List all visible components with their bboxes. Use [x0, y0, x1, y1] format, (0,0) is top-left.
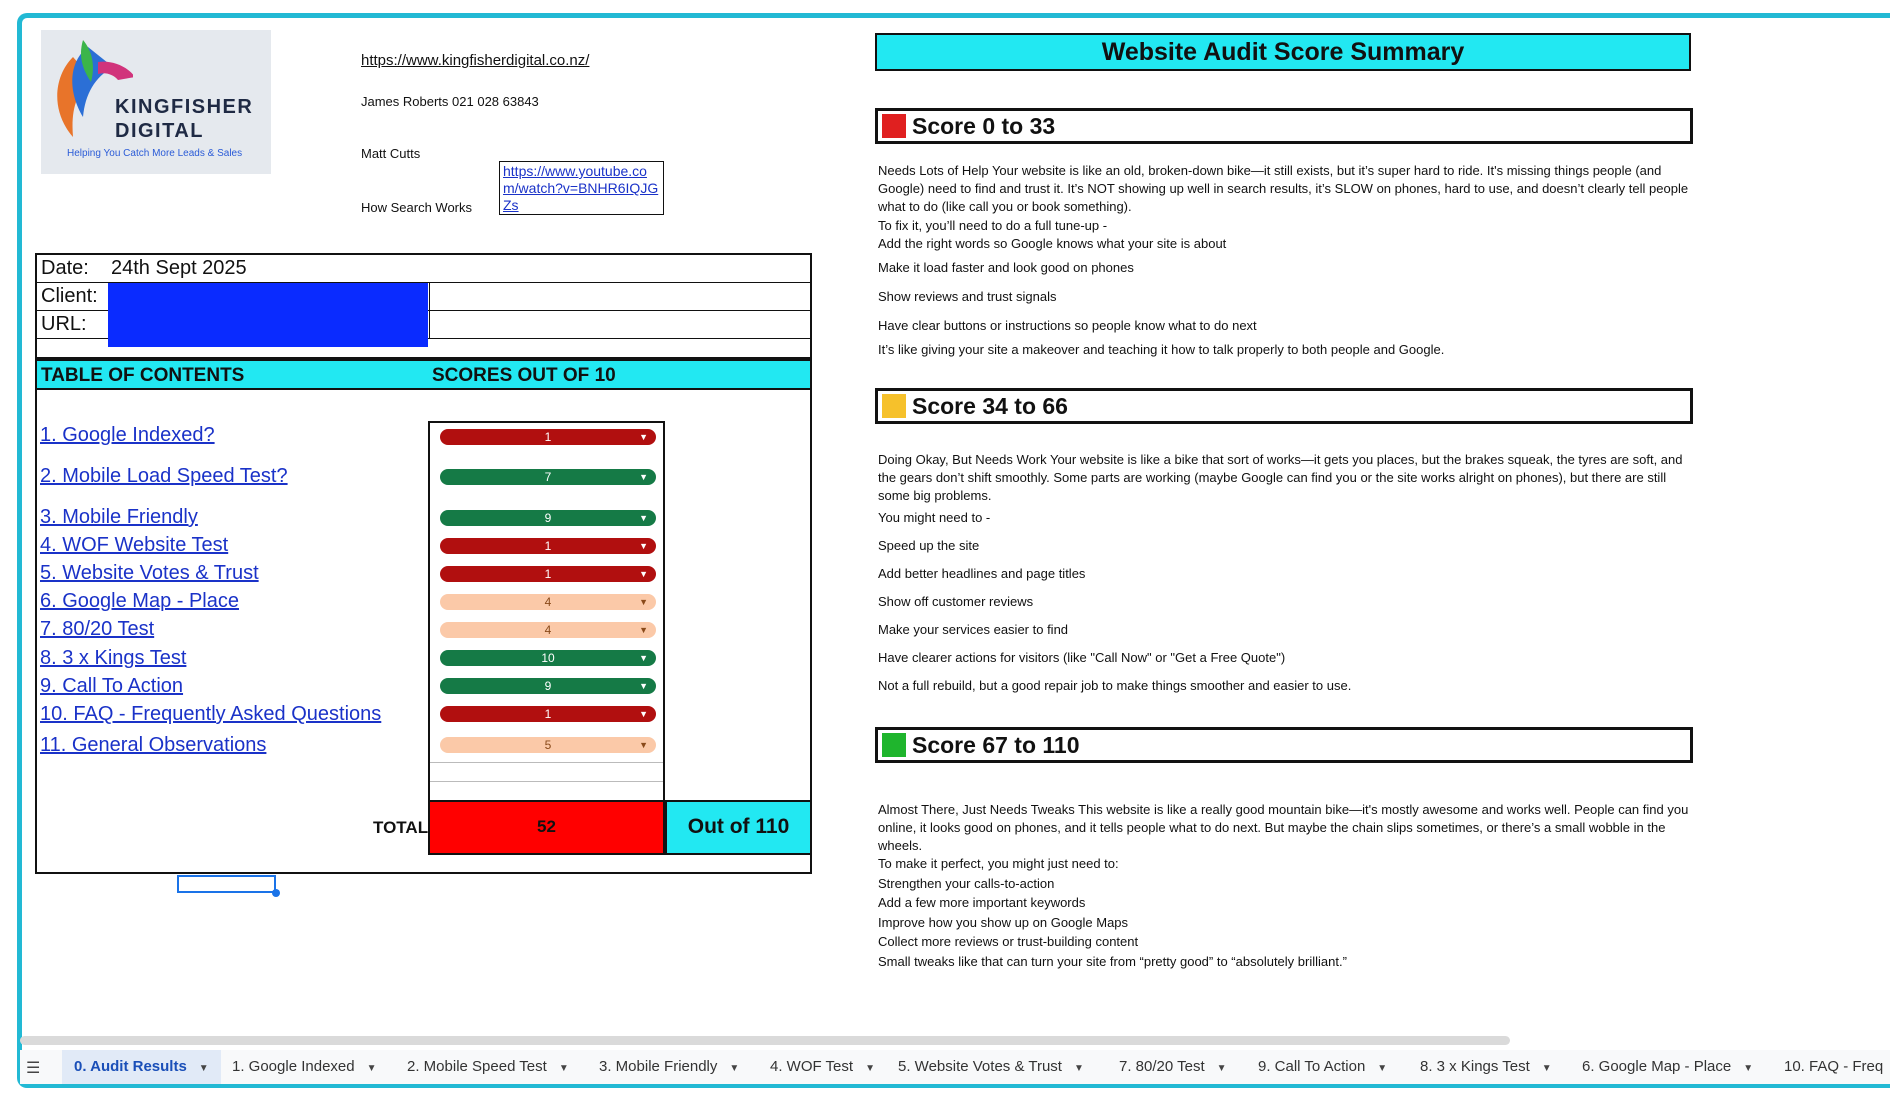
selected-cell[interactable] [177, 875, 276, 893]
chevron-down-icon: ▼ [865, 1063, 875, 1074]
score-dropdown-10[interactable] [440, 706, 656, 722]
band2-item: Make your services easier to find [878, 622, 1069, 637]
toc-link-11[interactable]: 11. General Observations [40, 734, 267, 756]
youtube-link[interactable]: https://www.youtube.com/watch?v=BNHR6IQJGZs [499, 161, 664, 215]
score-value: 4 [544, 595, 552, 609]
chevron-down-icon: ▼ [639, 625, 648, 635]
band2-item: Show off customer reviews [878, 594, 1034, 609]
tab-audit-results[interactable] [62, 1050, 221, 1084]
out-of-label: Out of 110 [665, 800, 812, 855]
tab-wof-test[interactable] [770, 1050, 875, 1084]
score-dropdown-2[interactable] [440, 469, 656, 485]
tab-mobile-speed[interactable] [407, 1050, 569, 1084]
chevron-down-icon: ▼ [198, 1063, 209, 1074]
band1-item: Add the right words so Google knows what your site is about [878, 236, 1227, 251]
tab-80-20-test[interactable] [1119, 1050, 1227, 1084]
toc-link-7[interactable]: 7. 80/20 Test [40, 618, 155, 640]
chevron-down-icon: ▼ [729, 1063, 740, 1074]
chevron-down-icon: ▼ [366, 1063, 377, 1074]
toc-link-2[interactable]: 2. Mobile Load Speed Test? [40, 465, 288, 487]
summary-title: Website Audit Score Summary [875, 33, 1691, 71]
yellow-square-icon [882, 394, 906, 418]
band3-intro: Almost There, Just Needs Tweaks This website is like a really good mountain bike—it's mostly awesome and works well. People can find you online, it looks good on phones, and it tells people what to do next. But maybe the chain slips sometimes, or there’s a small wobble in the wheels. [878, 802, 1689, 853]
band1-intro: Needs Lots of Help Your website is like an old, broken-down bike—it still exists, but it’s super hard to ride. It's missing things people (and Google) need to find and trust it. It’s NOT showing up well in search results, it’s SLOW on phones, hard to use, and doesn’t clearly tell people what to do (like call you or book something). [878, 163, 1689, 214]
logo-tagline: Helping You Catch More Leads & Sales [67, 148, 243, 159]
matt-cutts-label: Matt Cutts [361, 146, 421, 161]
chevron-down-icon: ▼ [639, 472, 648, 482]
toc-link-6[interactable]: 6. Google Map - Place [40, 590, 239, 612]
score-dropdown-5[interactable] [440, 566, 656, 582]
date-value: 24th Sept 2025 [111, 257, 247, 279]
band-title: Score 0 to 33 [912, 113, 1056, 139]
how-search-works-label: How Search Works [361, 200, 473, 215]
band1-item: Show reviews and trust signals [878, 289, 1057, 304]
toc-link-3[interactable]: 3. Mobile Friendly [40, 506, 198, 528]
band-score-67-110 [875, 727, 1693, 763]
row-divider [430, 781, 663, 782]
tab-label: 1. Google Indexed [232, 1058, 355, 1075]
band1-item: Make it load faster and look good on phones [878, 260, 1134, 275]
tab-label: 4. WOF Test [770, 1058, 854, 1075]
band3-item: Small tweaks like that can turn your site from “pretty good” to “absolutely brilliant.” [878, 954, 1347, 969]
green-square-icon [882, 733, 906, 757]
toc-header [35, 359, 812, 390]
redacted-block [108, 283, 428, 347]
band2-intro: Doing Okay, But Needs Work Your website is like a bike that sort of works—it gets you places, but the brakes squeak, the tyres are soft, and the gears don’t shift smoothly. Some parts are working (maybe Google can find you or the site works alright on phones), but there are still some big problems. [878, 452, 1683, 503]
band3-item: To make it perfect, you might just need to: [878, 856, 1119, 871]
tab-google-map[interactable] [1582, 1050, 1753, 1084]
score-dropdown-4[interactable] [440, 538, 656, 554]
chevron-down-icon: ▼ [639, 653, 648, 663]
band3-item: Collect more reviews or trust-building content [878, 934, 1139, 949]
tab-label: 2. Mobile Speed Test [407, 1058, 547, 1075]
score-dropdown-11[interactable] [440, 737, 656, 753]
all-sheets-menu-icon[interactable]: ☰ [26, 1060, 41, 1077]
red-square-icon [882, 114, 906, 138]
score-value: 9 [544, 679, 552, 693]
chevron-down-icon: ▼ [1743, 1063, 1754, 1074]
score-value: 1 [544, 539, 552, 553]
tab-label: 10. FAQ - Freq [1784, 1058, 1884, 1075]
chevron-down-icon: ▼ [639, 681, 648, 691]
score-value: 1 [544, 430, 552, 444]
score-value: 7 [544, 470, 552, 484]
band2-item: You might need to - [878, 510, 991, 525]
kingfisher-logo [41, 30, 271, 174]
band2-item: Not a full rebuild, but a good repair job to make things smoother and easier to use. [878, 678, 1352, 693]
score-value: 1 [544, 567, 552, 581]
tab-call-to-action[interactable] [1258, 1050, 1387, 1084]
band-score-34-66 [875, 388, 1693, 424]
total-value: 52 [428, 800, 665, 855]
toc-link-8[interactable]: 8. 3 x Kings Test [40, 647, 187, 669]
divider [429, 283, 430, 339]
band-title: Score 34 to 66 [912, 393, 1068, 419]
tab-label: 7. 80/20 Test [1119, 1058, 1205, 1075]
band3-item: Add a few more important keywords [878, 895, 1086, 910]
tab-label: 6. Google Map - Place [1582, 1058, 1732, 1075]
logo-word-kingfisher: KINGFISHER [115, 96, 254, 118]
toc-link-1[interactable]: 1. Google Indexed? [40, 424, 215, 446]
tab-faq[interactable] [1784, 1050, 1883, 1084]
band-title: Score 67 to 110 [912, 732, 1080, 758]
tab-website-votes[interactable] [898, 1050, 1084, 1084]
band-score-0-33 [875, 108, 1693, 144]
tab-label: 8. 3 x Kings Test [1420, 1058, 1530, 1075]
horizontal-scrollbar[interactable] [20, 1036, 1510, 1045]
toc-link-9[interactable]: 9. Call To Action [40, 675, 184, 697]
score-value: 5 [544, 738, 552, 752]
tab-label: 9. Call To Action [1258, 1058, 1366, 1075]
score-dropdown-7[interactable] [440, 622, 656, 638]
client-info-table [35, 253, 812, 359]
band2-item: Have clearer actions for visitors (like "Call Now" or "Get a Free Quote") [878, 650, 1286, 665]
client-label: Client: [41, 285, 98, 307]
tab-google-indexed[interactable] [232, 1050, 377, 1084]
chevron-down-icon: ▼ [639, 709, 648, 719]
score-dropdown-3[interactable] [440, 510, 656, 526]
band3-item: Improve how you show up on Google Maps [878, 915, 1129, 930]
chevron-down-icon: ▼ [639, 597, 648, 607]
logo-word-digital: DIGITAL [115, 120, 205, 142]
date-label: Date: [41, 257, 89, 279]
chevron-down-icon: ▼ [639, 432, 648, 442]
band2-item: Speed up the site [878, 538, 980, 553]
site-url-link[interactable]: https://www.kingfisherdigital.co.nz/ [361, 52, 590, 69]
scores-heading: SCORES OUT OF 10 [432, 365, 616, 386]
chevron-down-icon: ▼ [558, 1063, 569, 1074]
tab-label: 3. Mobile Friendly [599, 1058, 718, 1075]
score-value: 9 [544, 511, 552, 525]
toc-link-10[interactable]: 10. FAQ - Frequently Asked Questions [40, 703, 382, 725]
chevron-down-icon: ▼ [639, 541, 648, 551]
chevron-down-icon: ▼ [639, 569, 648, 579]
total-label: TOTAL [373, 818, 429, 837]
sheet-tab-bar [20, 1050, 1890, 1084]
tab-3x-kings[interactable] [1420, 1050, 1552, 1084]
row-divider [430, 762, 663, 763]
fill-handle[interactable] [272, 889, 280, 897]
toc-link-5[interactable]: 5. Website Votes & Trust [40, 562, 259, 584]
chevron-down-icon: ▼ [1073, 1063, 1084, 1074]
score-dropdown-8[interactable] [440, 650, 656, 666]
chevron-down-icon: ▼ [639, 740, 648, 750]
score-dropdown-1[interactable] [440, 429, 656, 445]
band3-item: Strengthen your calls-to-action [878, 876, 1055, 891]
band2-item: Add better headlines and page titles [878, 566, 1086, 581]
chevron-down-icon: ▼ [1216, 1063, 1227, 1074]
contact-text: James Roberts 021 028 63843 [361, 94, 539, 109]
tab-mobile-friendly[interactable] [599, 1050, 739, 1084]
score-value: 10 [541, 651, 555, 665]
score-value: 1 [544, 707, 552, 721]
toc-link-4[interactable]: 4. WOF Website Test [40, 534, 229, 556]
score-column [428, 421, 665, 855]
score-dropdown-6[interactable] [440, 594, 656, 610]
chevron-down-icon: ▼ [1541, 1063, 1552, 1074]
score-dropdown-9[interactable] [440, 678, 656, 694]
band1-item: It’s like giving your site a makeover and teaching it how to talk properly to both people and Google. [878, 342, 1445, 357]
url-label: URL: [41, 313, 87, 335]
tab-label: 5. Website Votes & Trust [898, 1058, 1062, 1075]
date-row [37, 255, 810, 283]
toc-heading: TABLE OF CONTENTS [41, 365, 245, 386]
chevron-down-icon: ▼ [1377, 1063, 1388, 1074]
band1-fix: To fix it, you’ll need to do a full tune-up - [878, 218, 1108, 233]
tab-label: 0. Audit Results [74, 1058, 187, 1075]
chevron-down-icon: ▼ [639, 513, 648, 523]
band1-item: Have clear buttons or instructions so people know what to do next [878, 318, 1257, 333]
score-value: 4 [544, 623, 552, 637]
